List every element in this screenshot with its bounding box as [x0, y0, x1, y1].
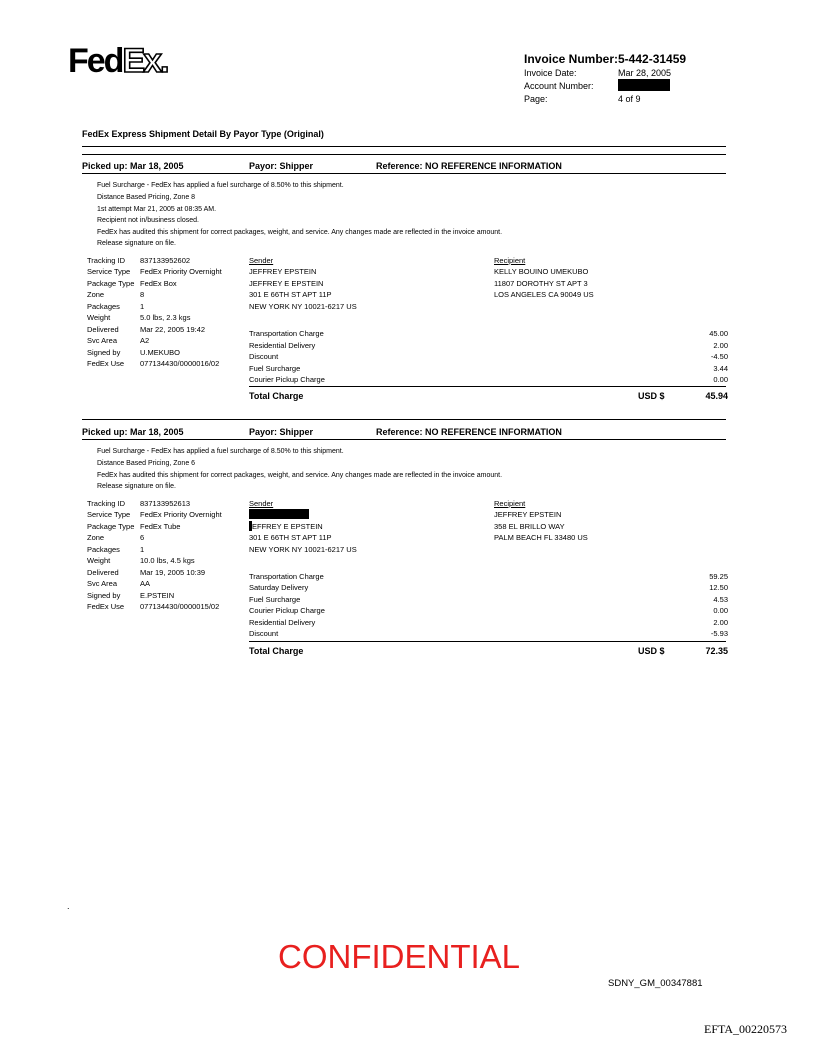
detail-label: Weight: [87, 556, 111, 565]
shipment-rule-sub: [82, 439, 726, 440]
note-line: FedEx has audited this shipment for correct packages, weight, and service. Any changes made are reflected in the invoice amount.: [97, 472, 503, 479]
total-rule: [249, 641, 726, 642]
charge-label: Residential Delivery: [249, 618, 316, 627]
charge-amount: 3.44: [713, 364, 728, 373]
page-label: Page:: [524, 94, 548, 104]
charge-label: Discount: [249, 629, 279, 638]
sender-line: JEFFREY E EPSTEIN: [249, 279, 324, 288]
detail-label: Weight: [87, 313, 111, 322]
recipient-line: KELLY BOUINO UMEKUBO: [494, 267, 589, 276]
charge-label: Transportation Charge: [249, 329, 324, 338]
detail-label: FedEx Use: [87, 359, 125, 368]
charge-label: Fuel Surcharge: [249, 364, 301, 373]
account-number-label: Account Number:: [524, 81, 594, 91]
note-line: Distance Based Pricing, Zone 6: [97, 460, 196, 467]
invoice-number: 5-442-31459: [618, 52, 687, 66]
efta-number: EFTA_00220573: [704, 1022, 788, 1036]
reference: Reference: NO REFERENCE INFORMATION: [376, 427, 562, 437]
detail-label: Packages: [87, 545, 120, 554]
charge-amount: 12.50: [709, 583, 728, 592]
bates-number: SDNY_GM_00347881: [608, 978, 703, 989]
recipient-heading: Recipient: [494, 499, 526, 508]
charge-label: Saturday Delivery: [249, 583, 309, 592]
detail-value: FedEx Tube: [140, 522, 181, 531]
total-label: Total Charge: [249, 646, 304, 656]
invoice-date: Mar 28, 2005: [618, 68, 672, 78]
charge-amount: 0.00: [713, 375, 728, 384]
payor: Payor: Shipper: [249, 427, 314, 437]
detail-value: 1: [140, 545, 145, 554]
fedex-logo: [68, 44, 168, 78]
shipment-rule-top: [82, 154, 726, 155]
charge-amount: 59.25: [709, 572, 728, 581]
note-line: 1st attempt Mar 21, 2005 at 08:35 AM.: [97, 206, 217, 213]
shipment-rule-top: [82, 419, 726, 420]
detail-value: A2: [140, 336, 150, 345]
detail-label: FedEx Use: [87, 602, 125, 611]
note-line: Fuel Surcharge - FedEx has applied a fuel surcharge of 8.50% to this shipment.: [97, 182, 344, 189]
detail-value: E.PSTEIN: [140, 591, 175, 600]
sender-heading: Sender: [249, 499, 274, 508]
recipient-line: 11807 DOROTHY ST APT 3: [494, 279, 588, 288]
logo-ex: Ex.: [122, 42, 168, 80]
detail-label: Service Type: [87, 267, 131, 276]
stray-dot: .: [67, 901, 70, 911]
detail-label: Delivered: [87, 325, 119, 334]
charge-amount: 0.00: [713, 606, 728, 615]
charge-label: Residential Delivery: [249, 341, 316, 350]
recipient-heading: Recipient: [494, 256, 526, 265]
detail-label: Tracking ID: [87, 256, 126, 265]
detail-label: Delivered: [87, 568, 119, 577]
total-amount: 45.94: [705, 391, 728, 401]
detail-value: 5.0 lbs, 2.3 kgs: [140, 313, 191, 322]
recipient-line: 358 EL BRILLO WAY: [494, 522, 565, 531]
detail-value: 077134430/0000016/02: [140, 359, 220, 368]
charge-amount: 45.00: [709, 329, 728, 338]
detail-value: FedEx Priority Overnight: [140, 510, 222, 519]
page-value: 4 of 9: [618, 94, 641, 104]
picked-up: Picked up: Mar 18, 2005: [82, 161, 184, 171]
charge-amount: -5.93: [710, 629, 728, 638]
total-label: Total Charge: [249, 391, 304, 401]
confidential-stamp: CONFIDENTIAL: [278, 938, 521, 975]
detail-label: Signed by: [87, 348, 121, 357]
detail-value: 10.0 lbs, 4.5 kgs: [140, 556, 195, 565]
detail-label: Packages: [87, 302, 120, 311]
picked-up: Picked up: Mar 18, 2005: [82, 427, 184, 437]
invoice-date-label: Invoice Date:: [524, 68, 577, 78]
total-amount: 72.35: [705, 646, 728, 656]
sender-line: EFFREY E EPSTEIN: [252, 522, 323, 531]
sender-line: JEFFREY EPSTEIN: [249, 267, 317, 276]
payor: Payor: Shipper: [249, 161, 314, 171]
detail-value: 837133952613: [140, 499, 191, 508]
account-number-redaction: [618, 79, 670, 91]
detail-label: Package Type: [87, 279, 135, 288]
detail-value: U.MEKUBO: [140, 348, 181, 357]
detail-value: 1: [140, 302, 145, 311]
note-line: Release signature on file.: [97, 240, 176, 247]
detail-value: 6: [140, 533, 145, 542]
detail-value: 077134430/0000015/02: [140, 602, 220, 611]
recipient-line: PALM BEACH FL 33480 US: [494, 533, 588, 542]
note-line: Recipient not in/business closed.: [97, 217, 199, 224]
reference: Reference: NO REFERENCE INFORMATION: [376, 161, 562, 171]
sender-line: 301 E 66TH ST APT 11P: [249, 533, 332, 542]
detail-label: Tracking ID: [87, 499, 126, 508]
charge-label: Fuel Surcharge: [249, 595, 301, 604]
note-line: FedEx has audited this shipment for correct packages, weight, and service. Any changes made are reflected in the invoice amount.: [97, 229, 503, 236]
charge-amount: 4.53: [713, 595, 728, 604]
section-title: FedEx Express Shipment Detail By Payor Type (Original): [82, 129, 324, 139]
detail-label: Package Type: [87, 522, 135, 531]
sender-line: NEW YORK NY 10021-6217 US: [249, 302, 357, 311]
recipient-line: JEFFREY EPSTEIN: [494, 510, 562, 519]
detail-value: Mar 22, 2005 19:42: [140, 325, 206, 334]
detail-value: FedEx Box: [140, 279, 177, 288]
note-line: Release signature on file.: [97, 483, 176, 490]
sender-line: 301 E 66TH ST APT 11P: [249, 290, 332, 299]
sender-line: NEW YORK NY 10021-6217 US: [249, 545, 357, 554]
sender-heading: Sender: [249, 256, 274, 265]
detail-value: 8: [140, 290, 145, 299]
charge-label: Courier Pickup Charge: [249, 375, 325, 384]
detail-value: 837133952602: [140, 256, 191, 265]
detail-label: Zone: [87, 290, 105, 299]
charge-label: Transportation Charge: [249, 572, 324, 581]
shipment-rule-sub: [82, 173, 726, 174]
charge-label: Discount: [249, 352, 279, 361]
detail-value: Mar 19, 2005 10:39: [140, 568, 206, 577]
detail-label: Svc Area: [87, 579, 118, 588]
detail-label: Signed by: [87, 591, 121, 600]
invoice-number-label: Invoice Number:: [524, 52, 619, 66]
logo-fed: Fed: [68, 42, 123, 80]
section-rule: [82, 146, 726, 147]
total-rule: [249, 386, 726, 387]
total-currency: USD $: [638, 646, 665, 656]
charge-amount: -4.50: [710, 352, 728, 361]
detail-label: Svc Area: [87, 336, 118, 345]
detail-label: Zone: [87, 533, 105, 542]
note-line: Fuel Surcharge - FedEx has applied a fuel surcharge of 8.50% to this shipment.: [97, 448, 344, 455]
total-currency: USD $: [638, 391, 665, 401]
charge-label: Courier Pickup Charge: [249, 606, 325, 615]
sender-name-redaction: [249, 509, 309, 519]
recipient-line: LOS ANGELES CA 90049 US: [494, 290, 594, 299]
detail-label: Service Type: [87, 510, 131, 519]
charge-amount: 2.00: [713, 618, 728, 627]
charge-amount: 2.00: [713, 341, 728, 350]
detail-value: AA: [140, 579, 151, 588]
detail-value: FedEx Priority Overnight: [140, 267, 222, 276]
note-line: Distance Based Pricing, Zone 8: [97, 194, 196, 201]
